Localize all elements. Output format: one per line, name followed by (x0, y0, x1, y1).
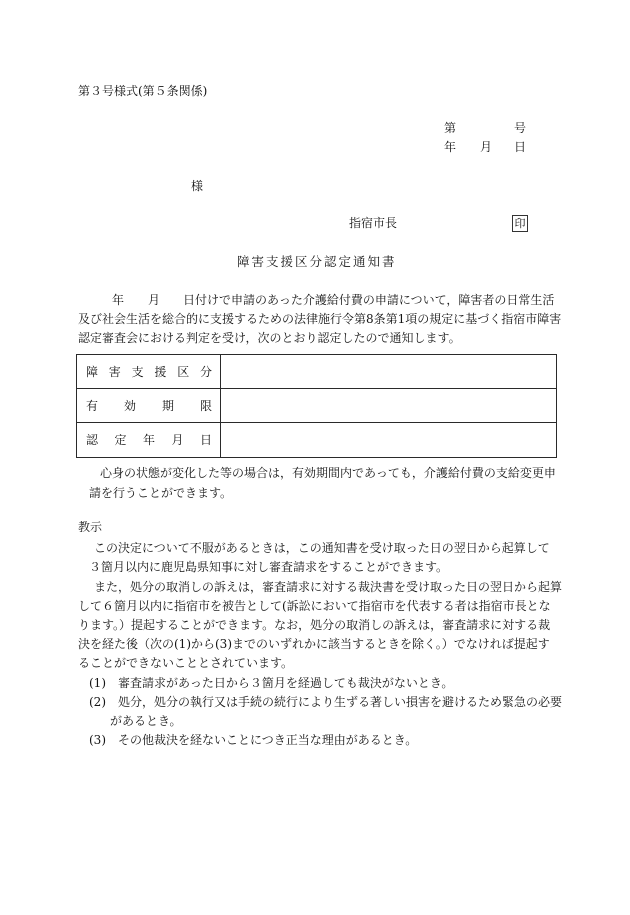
table-label-cell (77, 423, 221, 457)
support-category-label: 障害支援区分 (86, 364, 212, 379)
table-row (77, 355, 556, 389)
intro-year: 年 (112, 293, 125, 307)
issuer-name: 指宿市長 (349, 216, 398, 230)
instruction-line: ることができないこととされています。 (78, 656, 294, 670)
instruction-line: ３箇月以内に鹿児島県知事に対し審査請求をすることができます。 (89, 560, 449, 574)
intro-line-3: 認定審査会における判定を受け，次のとおり認定したので通知します。 (78, 331, 461, 345)
instruction-heading: 教示 (78, 520, 103, 534)
form-number: 第３号様式(第５条関係) (78, 84, 208, 98)
addressee-suffix: 様 (191, 179, 204, 193)
item-text: 審査請求があった日から３箇月を経過しても裁決がないとき。 (118, 676, 454, 690)
doc-number-prefix: 第 (444, 121, 457, 135)
table-label-cell (77, 355, 221, 388)
instruction-line: また，処分の取消しの訴えは，審査請求に対する裁決書を受け取った日の翌日から起算 (94, 580, 563, 594)
item-text-continued: があるとき。 (110, 714, 182, 728)
note-line-2: 請を行うことができます。 (89, 486, 233, 500)
instruction-line: して６箇月以内に指宿市を被告として(訴訟において指宿市を代表する者は指宿市長とな (78, 599, 551, 613)
certification-table (76, 354, 557, 458)
item-number: (1) (89, 676, 106, 690)
date-month: 月 (480, 140, 493, 154)
date-year: 年 (444, 140, 457, 154)
certification-date-value (221, 423, 556, 457)
note-line-1: 心身の状態が変化した等の場合は，有効期間内であっても，介護給付費の支給変更申 (100, 466, 556, 480)
instruction-line: この決定について不服があるときは，この通知書を受け取った日の翌日から起算して (94, 541, 550, 555)
seal-mark: 印 (512, 215, 528, 232)
table-row (77, 423, 556, 457)
item-text: 処分，処分の執行又は手続の続行により生ずる著しい損害を避けるため緊急の必要 (118, 695, 563, 709)
date-day: 日 (514, 140, 527, 154)
certification-date-label: 認定年月日 (86, 433, 212, 447)
document-title: 障害支援区分認定通知書 (237, 254, 397, 269)
intro-month: 月 (148, 293, 161, 307)
instruction-line: ります。）提起することができます。なお，処分の取消しの訴えは，審査請求に対する裁 (78, 618, 551, 632)
support-category-value (221, 355, 556, 388)
instruction-line: 決を経た後（次の(1)から(3)までのいずれかに該当するときを除く。）でなければ提起す (78, 637, 550, 651)
item-text: その他裁決を経ないことにつき正当な理由があるとき。 (118, 733, 418, 747)
item-number: (3) (89, 733, 106, 747)
validity-period-value (221, 389, 556, 422)
intro-line-2: 及び社会生活を総合的に支援するための法律施行令第8条第1項の規定に基づく指宿市障害 (78, 312, 562, 326)
table-label-cell (77, 389, 221, 422)
item-number: (2) (89, 695, 106, 709)
validity-period-label: 有効期限 (86, 398, 212, 413)
table-row (77, 389, 556, 423)
doc-number-suffix: 号 (514, 121, 527, 135)
intro-line-1: 日付けで申請のあった介護給付費の申請について，障害者の日常生活 (183, 293, 555, 307)
